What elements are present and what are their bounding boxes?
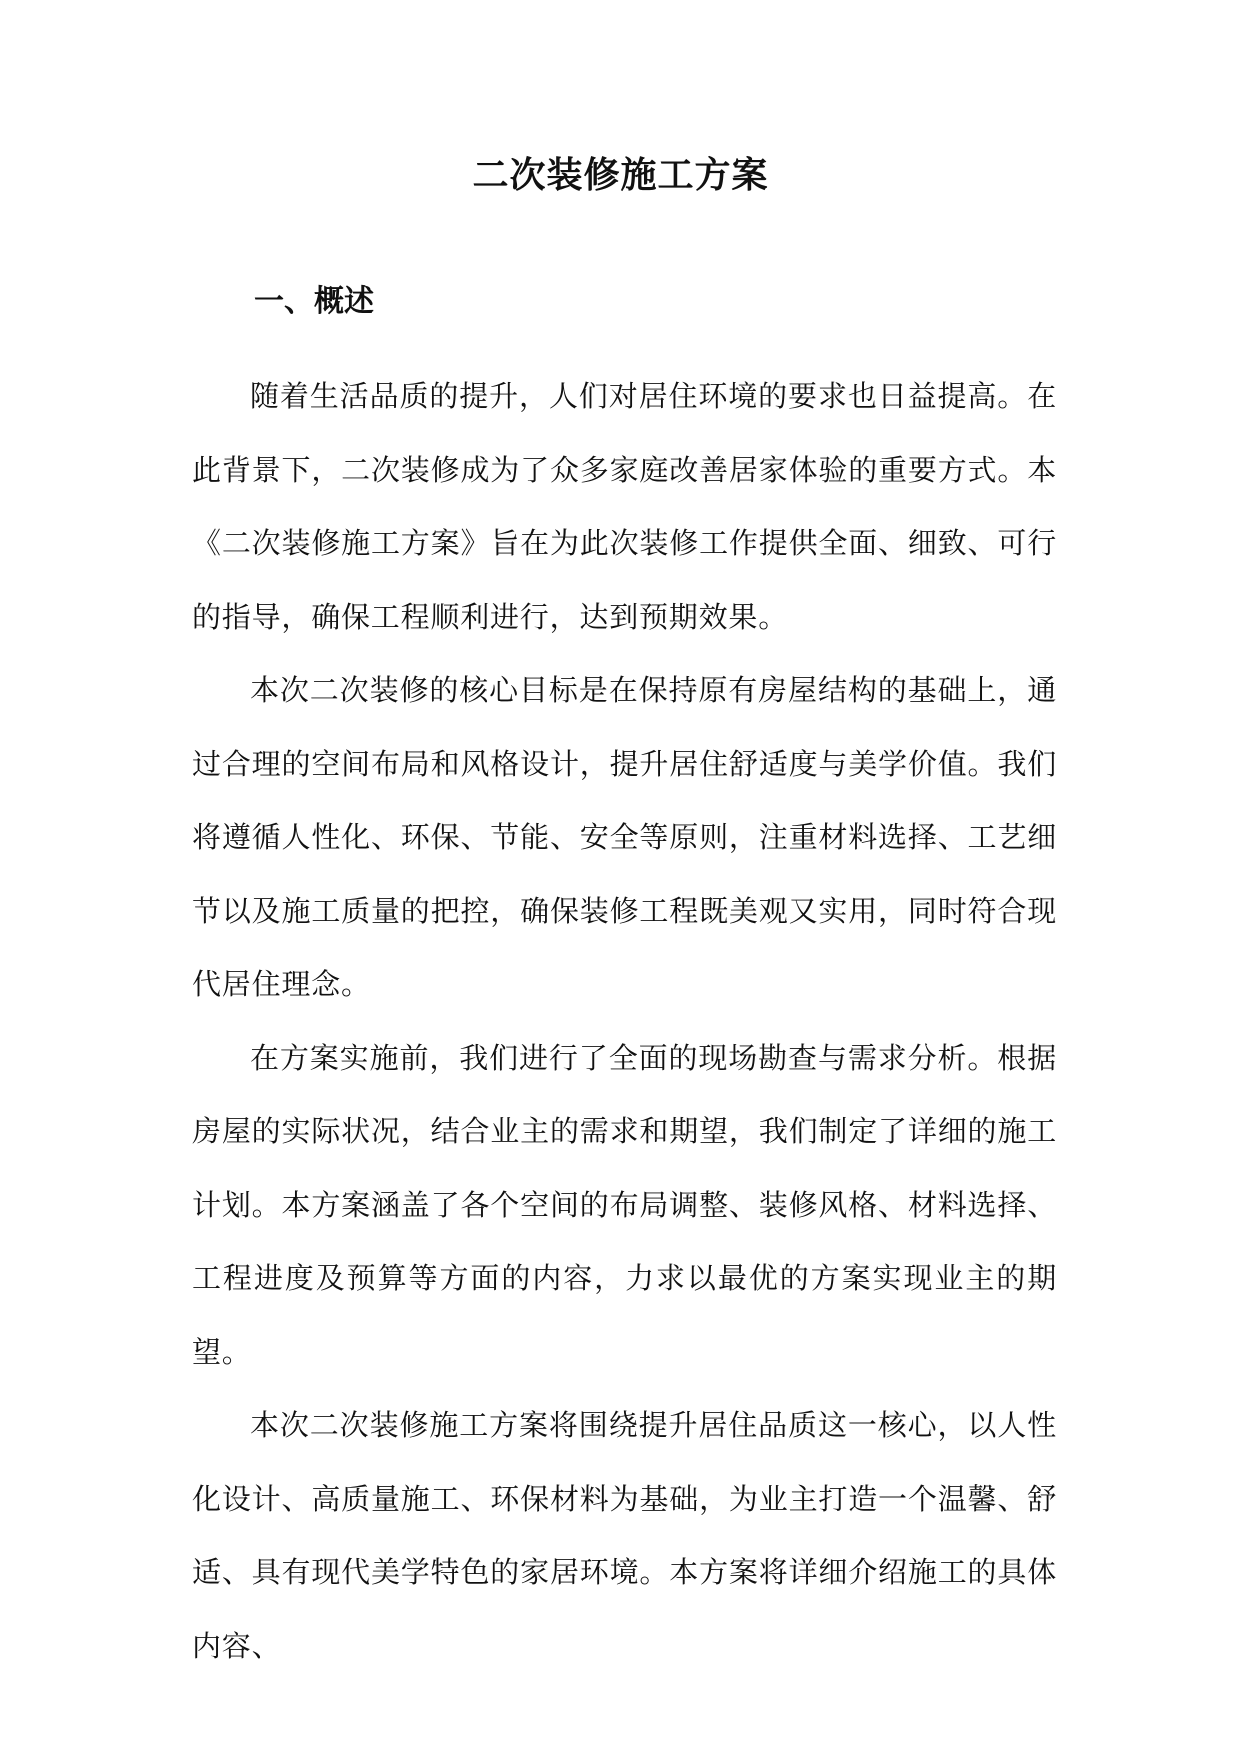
section-heading-overview: 一、概述 bbox=[254, 284, 374, 319]
paragraph: 随着生活品质的提升，人们对居住环境的要求也日益提高。在此背景下，二次装修成为了众多家庭改善居家体验的重要方式。本《二次装修施工方案》旨在为此次装修工作提供全面、细致、可行的指导，确保工程顺利进行，达到预期效果。 bbox=[192, 379, 1057, 634]
paragraph: 在方案实施前，我们进行了全面的现场勘查与需求分析。根据房屋的实际状况，结合业主的需求和期望，我们制定了详细的施工计划。本方案涵盖了各个空间的布局调整、装修风格、材料选择、工程进度及预算等方面的内容，力求以最优的方案实现业主的期望。 bbox=[192, 1040, 1057, 1369]
body-text bbox=[192, 360, 1057, 1683]
paragraph: 本次二次装修施工方案将围绕提升居住品质这一核心，以人性化设计、高质量施工、环保材料为基础，为业主打造一个温馨、舒适、具有现代美学特色的家居环境。本方案将详细介绍施工的具体内容、 bbox=[192, 1408, 1057, 1663]
document-title: 二次装修施工方案 bbox=[472, 154, 769, 196]
paragraph: 本次二次装修的核心目标是在保持原有房屋结构的基础上，通过合理的空间布局和风格设计，提升居住舒适度与美学价值。我们将遵循人性化、环保、节能、安全等原则，注重材料选择、工艺细节以及施工质量的把控，确保装修工程既美观又实用，同时符合现代居住理念。 bbox=[192, 673, 1057, 1001]
